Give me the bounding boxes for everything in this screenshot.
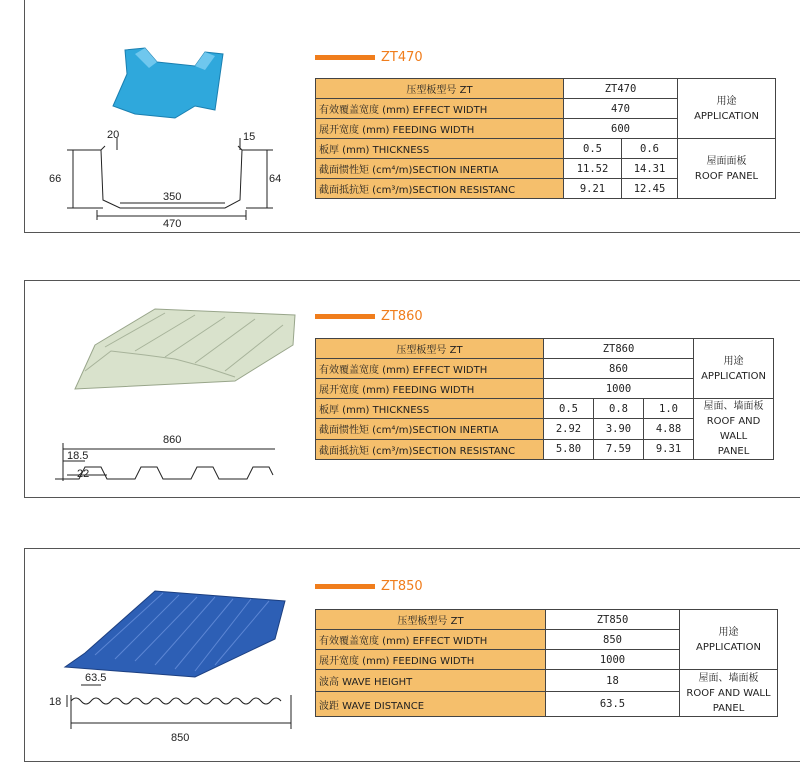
spec-value: 14.31 [622, 159, 678, 179]
spec-label: 截面抵抗矩 (cm³/m)SECTION RESISTANC [316, 179, 564, 199]
spec-value: 850 [546, 630, 680, 650]
zt850-profile-drawing [67, 685, 291, 729]
spec-value: 860 [544, 359, 694, 379]
spec-value: 2.92 [544, 419, 594, 439]
title-accent-bar [315, 55, 375, 60]
zt850-model-name: ZT850 [381, 579, 423, 594]
spec-value: ZT470 [564, 79, 678, 99]
zt860-dim-rib-top: 18.5 [67, 450, 89, 462]
table-row [316, 670, 778, 692]
spec-value: 470 [564, 99, 678, 119]
spec-label: 压型板型号 ZT [316, 339, 544, 359]
table-row [316, 399, 774, 419]
zt470-profile-drawing [67, 138, 273, 220]
zt470-dim-left-flange: 20 [107, 129, 120, 141]
application-header-cell [680, 610, 778, 670]
spec-value: 18 [546, 670, 680, 692]
spec-label: 截面抵抗矩 (cm³/m)SECTION RESISTANC [316, 439, 544, 459]
application-zh: 用途 [716, 95, 737, 107]
spec-value: 1000 [544, 379, 694, 399]
spec-value: 0.5 [564, 139, 622, 159]
spec-value: 9.21 [564, 179, 622, 199]
spec-value: 9.31 [644, 439, 694, 459]
spec-label: 板厚 (mm) THICKNESS [316, 399, 544, 419]
zt470-dim-right-flange: 15 [243, 131, 256, 143]
zt850-title [315, 579, 423, 594]
spec-value: 7.59 [594, 439, 644, 459]
application-en: APPLICATION [696, 641, 761, 653]
table-row [316, 339, 774, 359]
application-use-en: ROOF AND WALL [686, 687, 771, 699]
table-row [316, 139, 776, 159]
application-use-zh: 屋面、墙面板 [703, 401, 764, 412]
application-use-zh: 屋面面板 [706, 155, 747, 167]
product-card-zt860 [24, 280, 800, 498]
zt860-model-name: ZT860 [381, 309, 423, 324]
zt860-dim-width: 860 [163, 434, 182, 446]
spec-value: 600 [564, 119, 678, 139]
application-use-en: ROOF PANEL [694, 170, 759, 182]
spec-value: 63.5 [546, 692, 680, 717]
application-use-zh: 屋面、墙面板 [698, 672, 759, 684]
spec-value: 1000 [546, 650, 680, 670]
spec-value: 1.0 [644, 399, 694, 419]
application-use-en: ROOF AND WALL [706, 416, 761, 442]
zt470-dim-left-height: 66 [49, 173, 62, 185]
spec-label: 波距 WAVE DISTANCE [316, 692, 546, 717]
application-use-cell [680, 670, 778, 717]
zt860-dim-rib-bottom: 22 [77, 468, 90, 480]
zt850-dim-pitch: 63.5 [85, 672, 107, 684]
zt470-spec-table [315, 78, 776, 199]
zt850-illustration [45, 553, 305, 758]
application-header-cell [694, 339, 774, 399]
spec-label: 截面惯性矩 (cm⁴/m)SECTION INERTIA [316, 159, 564, 179]
table-row [316, 610, 778, 630]
spec-value: ZT850 [546, 610, 680, 630]
application-zh: 用途 [718, 626, 739, 638]
zt850-dim-height: 18 [49, 696, 62, 708]
application-use-cell [694, 399, 774, 460]
spec-label: 展开宽度 (mm) FEEDING WIDTH [316, 119, 564, 139]
application-header-cell [678, 79, 776, 139]
product-card-zt850 [24, 548, 800, 762]
spec-value: 5.80 [544, 439, 594, 459]
zt850-panel-image [65, 591, 285, 677]
zt470-model-name: ZT470 [381, 50, 423, 65]
zt850-dim-width: 850 [171, 732, 190, 744]
spec-label: 波高 WAVE HEIGHT [316, 670, 546, 692]
spec-label: 压型板型号 ZT [316, 79, 564, 99]
spec-label: 截面惯性矩 (cm⁴/m)SECTION INERTIA [316, 419, 544, 439]
application-use-en-2: PANEL [717, 446, 750, 457]
spec-value: 11.52 [564, 159, 622, 179]
spec-value: 0.8 [594, 399, 644, 419]
spec-label: 压型板型号 ZT [316, 610, 546, 630]
application-use-cell [678, 139, 776, 199]
zt860-spec-table [315, 338, 774, 460]
zt470-illustration [45, 10, 305, 235]
spec-value: ZT860 [544, 339, 694, 359]
zt470-dim-right-height: 64 [269, 173, 282, 185]
spec-value: 3.90 [594, 419, 644, 439]
spec-value: 0.6 [622, 139, 678, 159]
application-use-en-2: PANEL [712, 702, 745, 714]
application-zh: 用途 [723, 355, 744, 367]
zt860-panel-image [75, 309, 295, 389]
zt470-dim-inner: 350 [163, 191, 182, 203]
zt470-dim-outer: 470 [163, 218, 182, 230]
spec-value: 12.45 [622, 179, 678, 199]
zt860-illustration [45, 285, 305, 495]
product-card-zt470 [24, 0, 800, 233]
spec-label: 有效覆盖宽度 (mm) EFFECT WIDTH [316, 630, 546, 650]
zt850-spec-table [315, 609, 778, 717]
spec-label: 有效覆盖宽度 (mm) EFFECT WIDTH [316, 99, 564, 119]
spec-label: 展开宽度 (mm) FEEDING WIDTH [316, 650, 546, 670]
application-en: APPLICATION [694, 110, 759, 122]
zt470-title [315, 50, 423, 65]
spec-label: 板厚 (mm) THICKNESS [316, 139, 564, 159]
table-row [316, 79, 776, 99]
spec-value: 0.5 [544, 399, 594, 419]
zt860-title [315, 309, 423, 324]
title-accent-bar [315, 584, 375, 589]
title-accent-bar [315, 314, 375, 319]
spec-label: 有效覆盖宽度 (mm) EFFECT WIDTH [316, 359, 544, 379]
spec-label: 展开宽度 (mm) FEEDING WIDTH [316, 379, 544, 399]
application-en: APPLICATION [701, 370, 766, 382]
spec-value: 4.88 [644, 419, 694, 439]
